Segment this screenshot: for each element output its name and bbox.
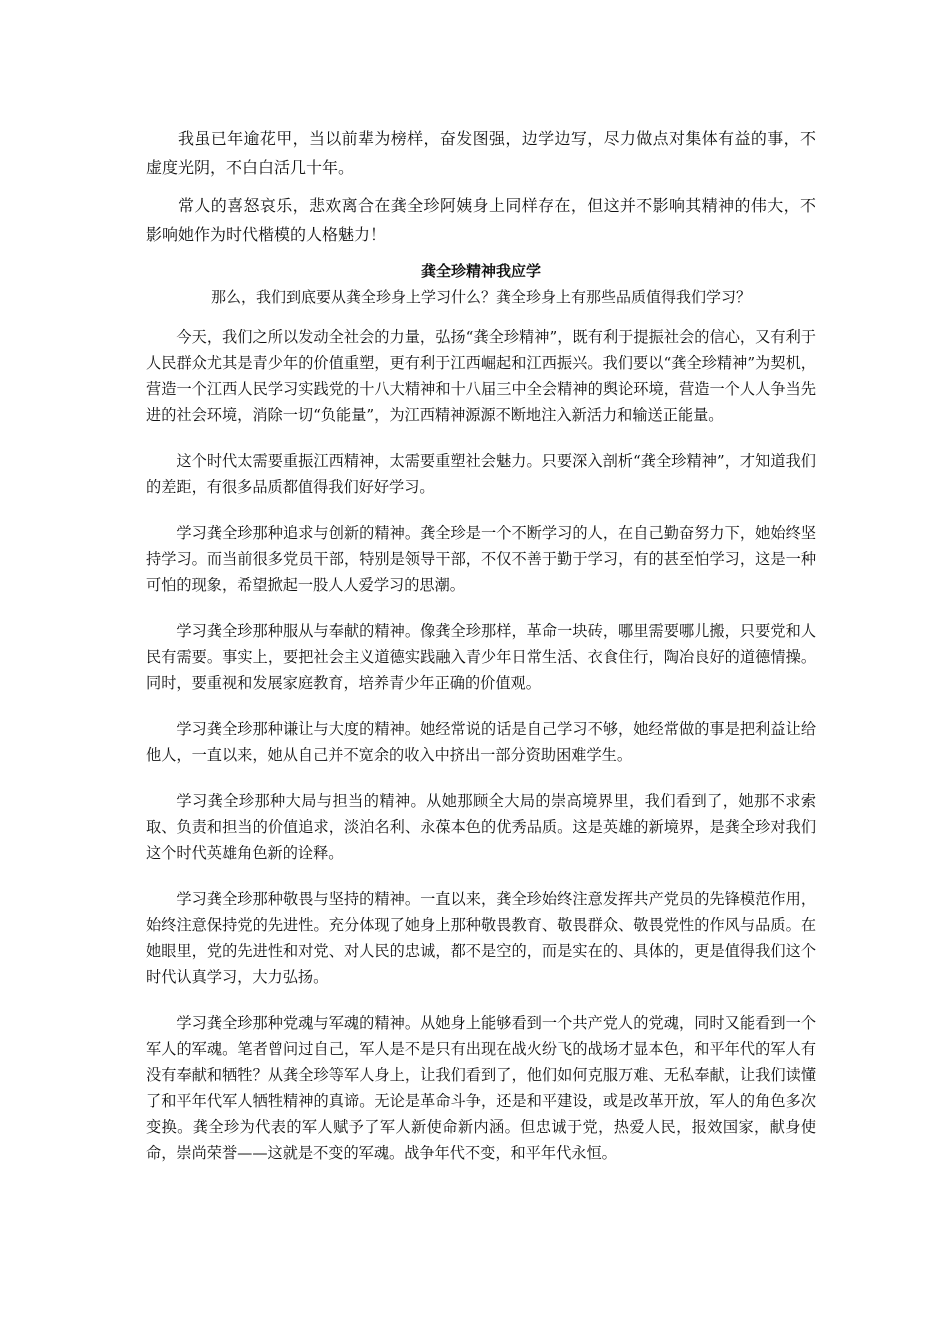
- section-subtitle: 那么，我们到底要从龚全珍身上学习什么？龚全珍身上有那些品质值得我们学习？: [210, 288, 751, 306]
- body-paragraph: 今天，我们之所以发动全社会的力量，弘扬“龚全珍精神”，既有利于提振社会的信心，又有利于人民群众尤其是青少年的价值重塑，更有利于江西崛起和江西振兴。我们要以“龚全珍精神”为契机，营造一个江西人民学习实践党的十八大精神和十八届三中全会精神的舆论环境，营造一个人人争当先进的社会环境，消除一切“负能量”，为江西精神源源不断地注入新活力和输送正能量。: [146, 328, 816, 424]
- body-paragraph: 学习龚全珍那种党魂与军魂的精神。从她身上能够看到一个共产党人的党魂，同时又能看到一个军人的军魂。笔者曾问过自己，军人是不是只有出现在战火纷飞的战场才显本色，和平年代的军人有没有奉献和牺牲？从龚全珍等军人身上，让我们看到了，他们如何克服万难、无私奉献，让我们读懂了和平年代军人牺牲精神的真谛。无论是革命斗争，还是和平建设，或是改革开放，军人的角色多次变换。龚全珍为代表的军人赋予了军人新使命新内涵。但忠诚于党，热爱人民，报效国家，献身使命，崇尚荣誉——这就是不变的军魂。战争年代不变，和平年代永恒。: [146, 1014, 816, 1162]
- body-paragraph: 学习龚全珍那种服从与奉献的精神。像龚全珍那样，革命一块砖，哪里需要哪儿搬，只要党和人民有需要。事实上，要把社会主义道德实践融入青少年日常生活、衣食住行，陶冶良好的道德情操。同时，要重视和发展家庭教育，培养青少年正确的价值观。: [146, 622, 816, 692]
- intro-paragraph: 我虽已年逾花甲，当以前辈为榜样，奋发图强，边学边写，尽力做点对集体有益的事，不虚度光阴，不白白活几十年。: [146, 129, 816, 177]
- body-paragraph: 这个时代太需要重振江西精神，太需要重塑社会魅力。只要深入剖析“龚全珍精神”，才知道我们的差距，有很多品质都值得我们好好学习。: [146, 452, 816, 496]
- body-paragraph: 学习龚全珍那种大局与担当的精神。从她那顾全大局的崇高境界里，我们看到了，她那不求索取、负责和担当的价值追求，淡泊名利、永葆本色的优秀品质。这是英雄的新境界，是龚全珍对我们这个时代英雄角色新的诠释。: [146, 792, 816, 862]
- document-page: [146, 124, 816, 1166]
- body-paragraph: 学习龚全珍那种谦让与大度的精神。她经常说的话是自己学习不够，她经常做的事是把利益让给他人，一直以来，她从自己并不宽余的收入中挤出一部分资助困难学生。: [146, 720, 816, 764]
- body-paragraph: 学习龚全珍那种追求与创新的精神。龚全珍是一个不断学习的人，在自己勤奋努力下，她始终坚持学习。而当前很多党员干部，特别是领导干部，不仅不善于勤于学习，有的甚至怕学习，这是一种可怕的现象，希望掀起一股人人爱学习的思潮。: [146, 524, 816, 594]
- section-title: 龚全珍精神我应学: [420, 262, 541, 280]
- intro-paragraph: 常人的喜怒哀乐，悲欢离合在龚全珍阿姨身上同样存在，但这并不影响其精神的伟大，不影响她作为时代楷模的人格魅力！: [146, 196, 816, 244]
- body-paragraph: 学习龚全珍那种敬畏与坚持的精神。一直以来，龚全珍始终注意发挥共产党员的先锋模范作用，始终注意保持党的先进性。充分体现了她身上那种敬畏教育、敬畏群众、敬畏党性的作风与品质。在她眼里，党的先进性和对党、对人民的忠诚，都不是空的，而是实在的、具体的，更是值得我们这个时代认真学习，大力弘扬。: [146, 890, 816, 986]
